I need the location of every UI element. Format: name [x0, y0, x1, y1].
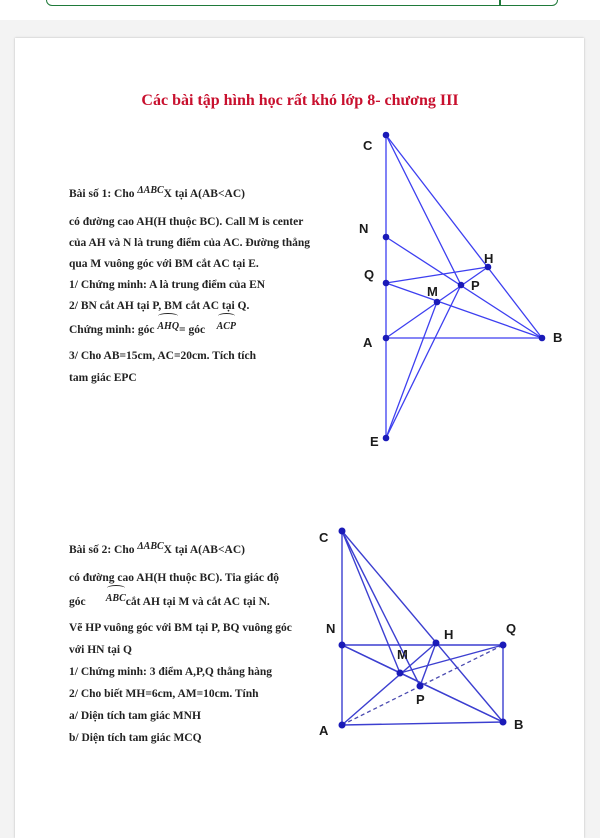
- problem1-line7-mid: = góc: [179, 324, 206, 336]
- fig2-point-a: [339, 722, 346, 729]
- problem2-line8: a/ Diện tích tam giác MNH: [69, 710, 201, 722]
- fig2-label-h: H: [444, 627, 454, 642]
- fig1-label-e: E: [370, 434, 379, 449]
- fig1-label-b: B: [553, 330, 563, 345]
- fig1-label-c: C: [363, 138, 373, 153]
- fig2-label-q: Q: [506, 621, 517, 636]
- fig2-line-nm: [342, 645, 400, 673]
- fig2-point-m: [397, 670, 404, 677]
- fig2-label-p: P: [416, 692, 425, 707]
- angle-abc: ABC: [106, 588, 126, 609]
- angle-ahq: AHQ: [157, 316, 179, 337]
- fig2-point-n: [339, 642, 346, 649]
- problem1-line8: 3/ Cho AB=15cm, AC=20cm. Tích tích: [69, 350, 256, 362]
- problem2-line9: b/ Diện tích tam giác MCQ: [69, 732, 202, 744]
- problem2-line1-suffix: X tại A(AB<AC): [163, 544, 245, 556]
- fig2-line-cp: [342, 531, 420, 686]
- fig1-line-cb: [386, 135, 542, 338]
- angle-acp: ACP: [217, 316, 236, 337]
- fig2-line-mq: [400, 645, 503, 673]
- fig2-line-ab: [342, 722, 503, 725]
- figure2: [319, 528, 523, 739]
- problem1-triangle-symbol: ΔABC: [137, 185, 164, 196]
- fig2-point-b: [500, 719, 507, 726]
- problem1-line3: của AH và N là trung điểm của AC. Đường thẳng: [69, 237, 311, 249]
- fig2-point-c: [339, 528, 346, 535]
- figure1: [359, 132, 562, 449]
- fig2-point-q: [500, 642, 507, 649]
- problem2-line5: với HN tại Q: [69, 644, 132, 656]
- fig1-point-m: [434, 299, 441, 306]
- fig1-point-c: [383, 132, 390, 139]
- fig1-label-h: H: [484, 251, 494, 266]
- fig2-line-cm: [342, 531, 400, 673]
- problem1-line2: có đường cao AH(H thuộc BC). Call M is center: [69, 216, 304, 228]
- fig2-point-h: [433, 640, 440, 647]
- fig1-label-q: Q: [364, 267, 375, 282]
- fig2-label-b: B: [514, 717, 524, 732]
- problem2-line6: 1/ Chứng minh: 3 điểm A,P,Q thẳng hàng: [69, 666, 272, 678]
- problem1-line9: tam giác EPC: [69, 372, 137, 384]
- fig1-point-p: [458, 282, 465, 289]
- problem2-triangle-symbol: ΔABC: [137, 541, 164, 552]
- problem2-line7: 2/ Cho biết MH=6cm, AM=10cm. Tính: [69, 688, 259, 700]
- fig2-label-c: C: [319, 530, 329, 545]
- problem2-line2: có đường cao AH(H thuộc BC). Tia giác độ: [69, 572, 279, 584]
- problem1-line5: 1/ Chứng minh: A là trung điểm của EN: [69, 279, 266, 291]
- problem1-line4: qua M vuông góc với BM cắt AC tại E.: [69, 258, 259, 270]
- problem1-line1-prefix: Bài số 1: Cho: [69, 188, 138, 200]
- fig1-line-ep: [386, 285, 461, 438]
- fig2-label-a: A: [319, 723, 329, 738]
- fig1-point-a: [383, 335, 390, 342]
- fig1-line-nb: [386, 237, 542, 338]
- fig1-point-b: [539, 335, 546, 342]
- fig1-line-qb: [386, 283, 542, 338]
- fig1-line-em: [386, 302, 437, 438]
- fig1-point-e: [383, 435, 390, 442]
- problem1-line1-suffix: X tại A(AB<AC): [163, 188, 245, 200]
- problem1-line6: 2/ BN cắt AH tại P, BM cắt AC tại Q.: [69, 300, 250, 312]
- fig1-label-a: A: [363, 335, 373, 350]
- fig2-point-p: [417, 683, 424, 690]
- fig1-label-m: M: [427, 284, 438, 299]
- problem2-line4: Vẽ HP vuông góc với BM tại P, BQ vuông góc: [69, 622, 292, 634]
- page-title: Các bài tập hình học rất khó lớp 8- chương III: [141, 92, 459, 109]
- fig1-line-cp: [386, 135, 461, 285]
- fig2-label-m: M: [397, 647, 408, 662]
- fig1-point-q: [383, 280, 390, 287]
- fig1-point-n: [383, 234, 390, 241]
- fig1-label-p: P: [471, 278, 480, 293]
- problem1-line7-prefix: Chứng minh: góc: [69, 324, 158, 336]
- fig2-label-n: N: [326, 621, 336, 636]
- problem2-line3-suffix: cắt AH tại M và cắt AC tại N.: [125, 596, 270, 608]
- problem2-line3-prefix: góc: [69, 596, 89, 608]
- fig1-label-n: N: [359, 221, 369, 236]
- problem2-line1-prefix: Bài số 2: Cho: [69, 544, 138, 556]
